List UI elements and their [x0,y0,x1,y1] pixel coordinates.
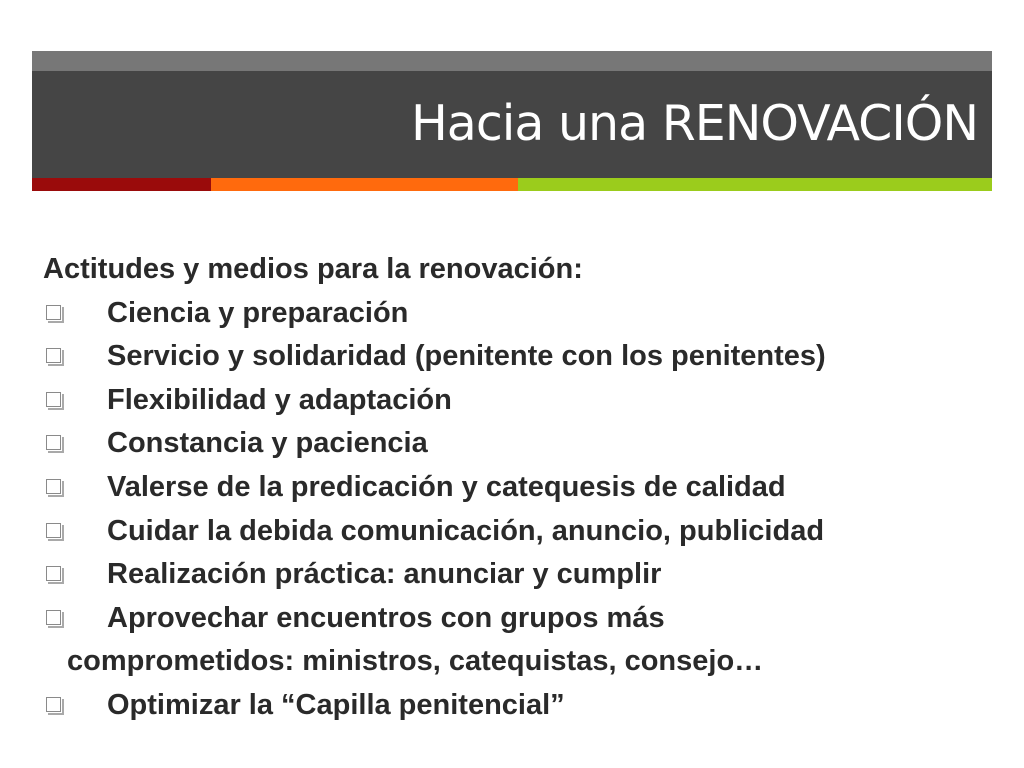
slide-body [43,248,993,728]
list-item [43,292,993,336]
accent-segment-orange [211,178,518,191]
hollow-square-bullet-icon [46,479,61,494]
list-item-text: Constancia y paciencia [107,427,428,460]
intro-heading: Actitudes y medios para la renovación: [43,253,583,285]
list-item [43,422,993,466]
list-item [43,684,993,728]
list-item-text: Cuidar la debida comunicación, anuncio, publicidad [107,514,825,547]
list-item-text: Realización práctica: anunciar y cumplir [107,558,662,591]
hollow-square-bullet-icon [46,392,61,407]
hollow-square-bullet-icon [46,566,61,581]
list-item-text: Valerse de la predicación y catequesis de calidad [107,470,786,503]
list-item [43,466,993,510]
hollow-square-bullet-icon [46,523,61,538]
list-item-text: Flexibilidad y adaptación [107,383,452,416]
accent-segment-red [32,178,211,191]
header-top-strip [32,51,992,71]
list-item-text: Aprovechar encuentros con grupos más [107,601,665,634]
hollow-square-bullet-icon [46,435,61,450]
list-item-text: Ciencia y preparación [107,296,409,329]
list-item-text: Optimizar la “Capilla penitencial” [107,688,565,721]
list-item-text: Servicio y solidaridad (penitente con los penitentes) [107,340,826,373]
list-item [43,379,993,423]
accent-bar [32,178,992,191]
title-band [32,71,992,178]
bullet-list [43,292,993,728]
list-item [43,597,993,684]
list-item [43,510,993,554]
list-item-continuation: comprometidos: ministros, catequistas, consejo… [67,645,764,678]
hollow-square-bullet-icon [46,610,61,625]
hollow-square-bullet-icon [46,348,61,363]
hollow-square-bullet-icon [46,305,61,320]
list-item [43,335,993,379]
list-item [43,553,993,597]
accent-segment-green [518,178,992,191]
slide-title: Hacia una RENOVACIÓN [410,95,978,152]
hollow-square-bullet-icon [46,697,61,712]
